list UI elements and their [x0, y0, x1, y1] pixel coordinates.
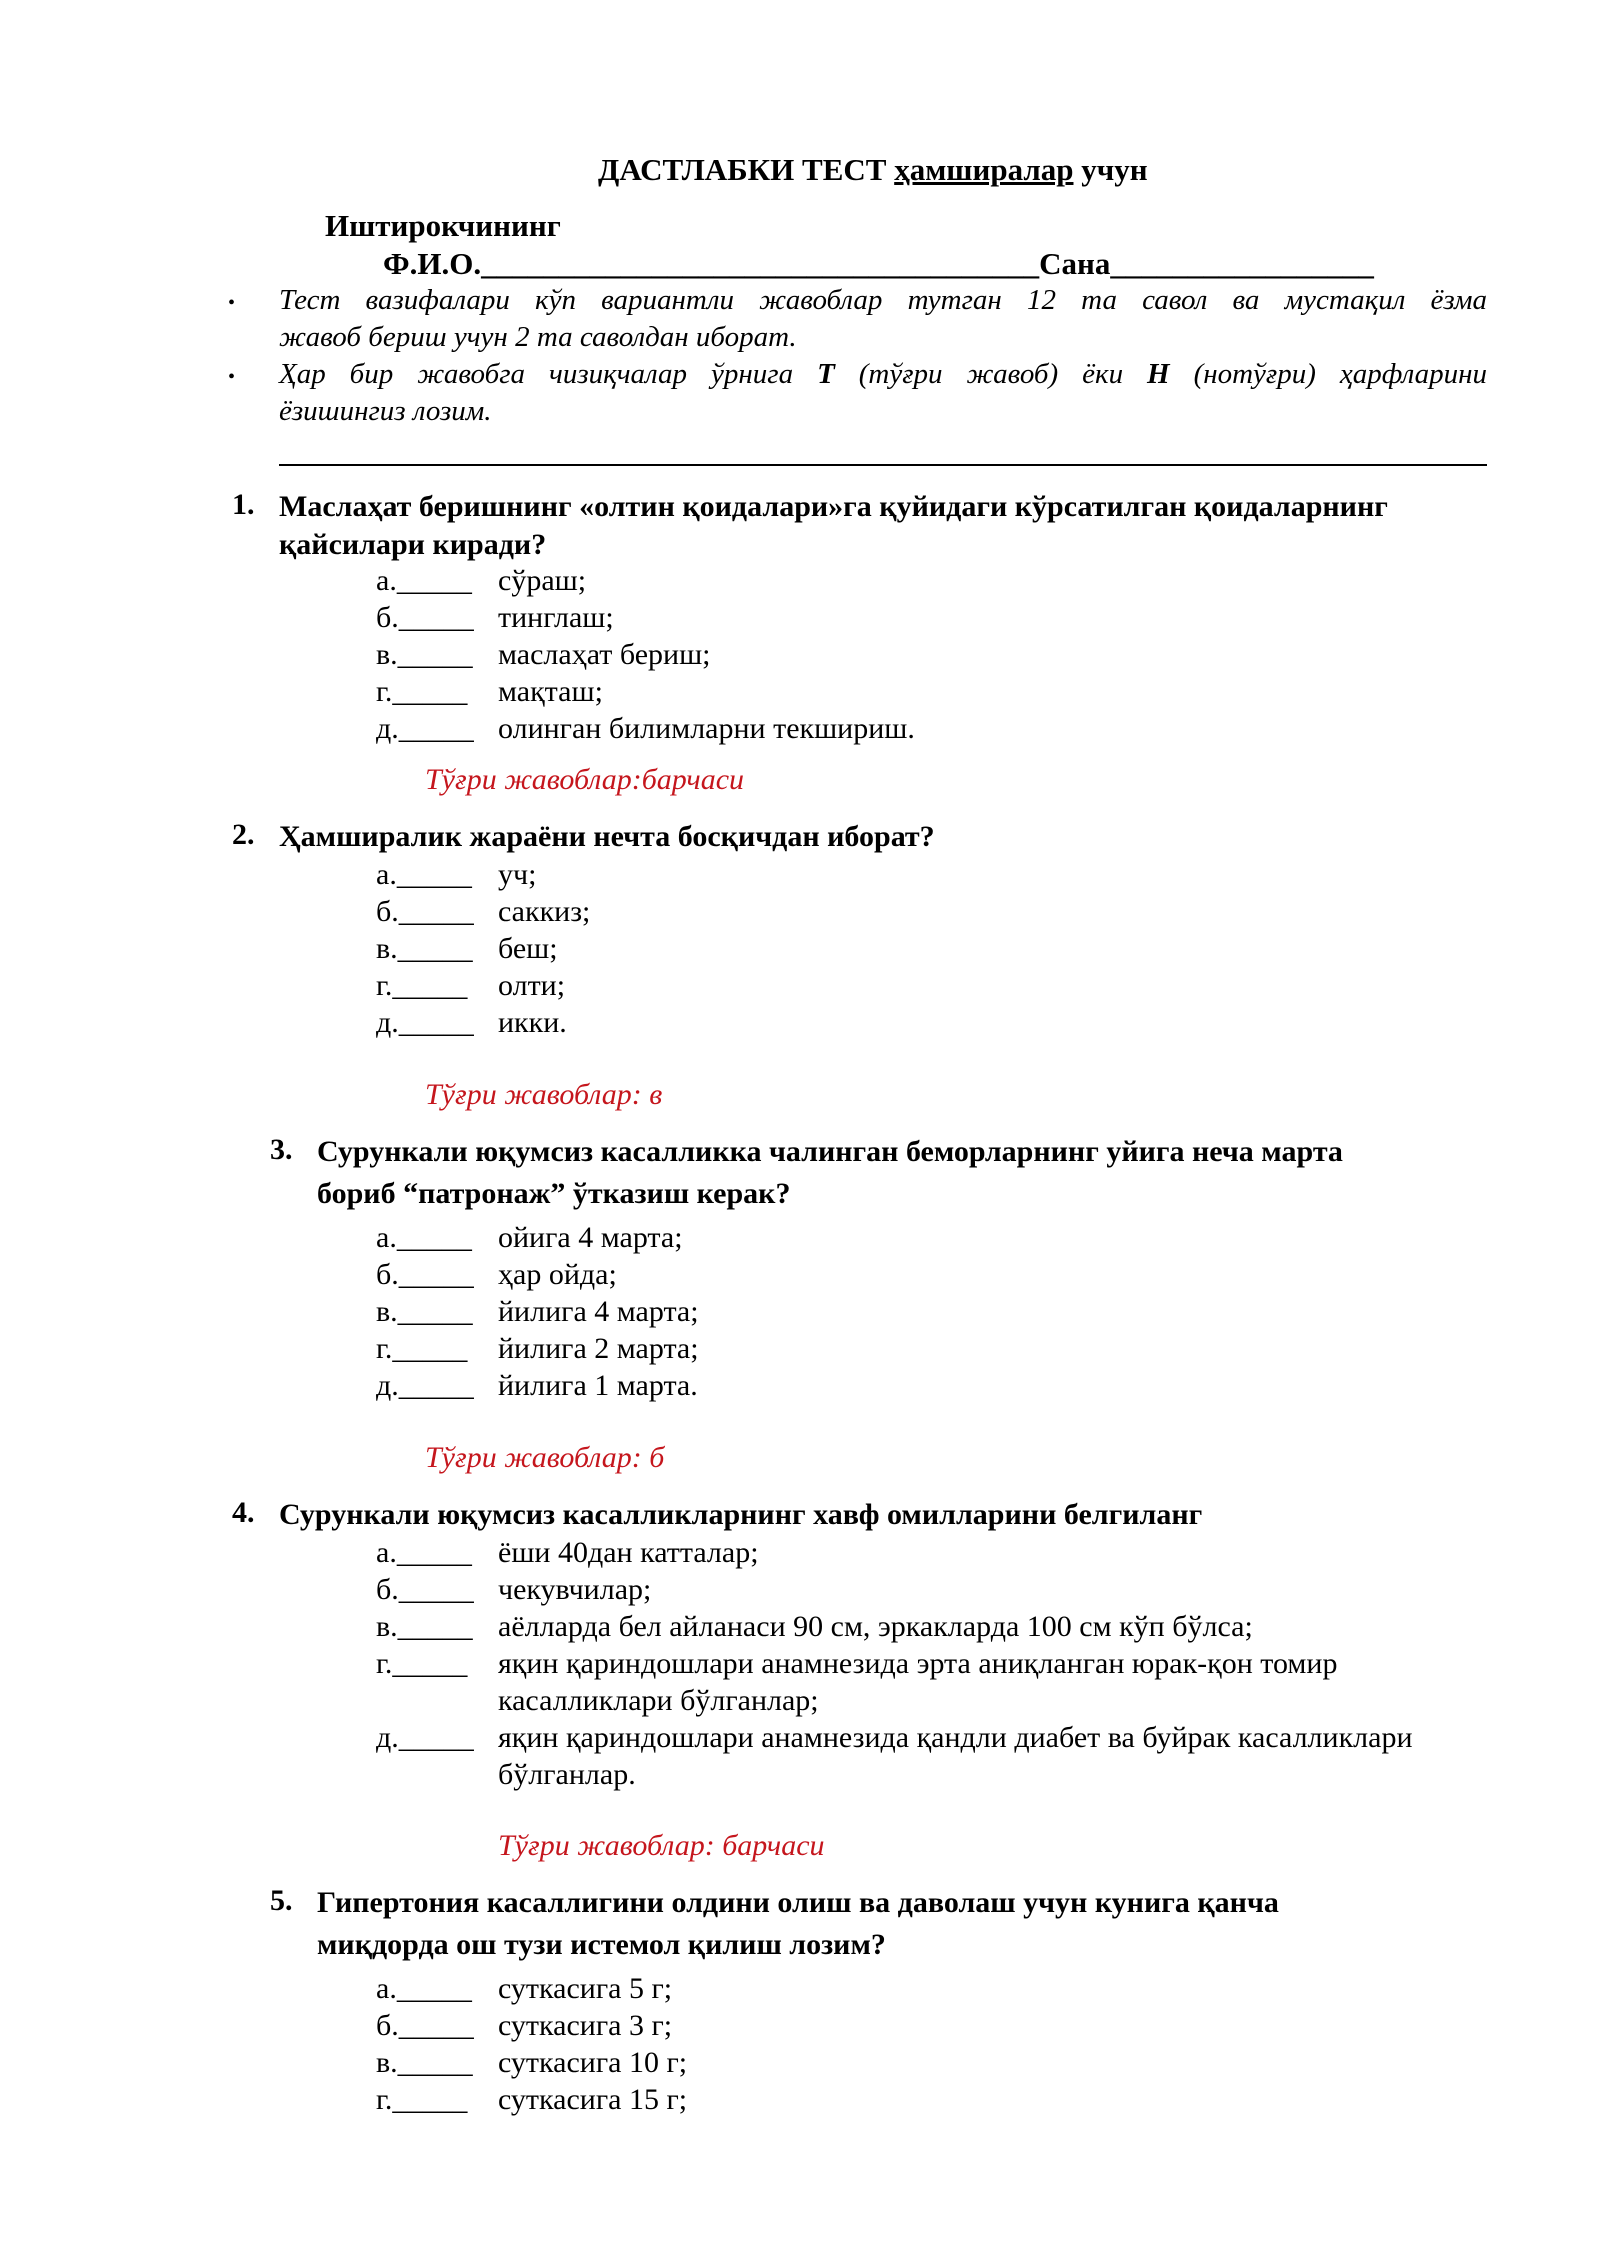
answer-blank[interactable]: б._____ [376, 601, 474, 634]
option-text: суткасига 5 г; [498, 1972, 673, 2005]
answer-blank[interactable]: г._____ [376, 2083, 468, 2116]
option-text: суткасига 15 г; [498, 2083, 688, 2116]
instruction-2-H: Н [1147, 358, 1170, 390]
answer-blank[interactable]: в._____ [376, 932, 473, 965]
question-number: 4. [232, 1496, 255, 1529]
answer-blank[interactable]: в._____ [376, 1610, 473, 1643]
name-label: Ф.И.О. [383, 246, 482, 281]
question-number: 1. [232, 488, 255, 521]
title-text: ДАСТЛАБКИ ТЕСТ [598, 152, 895, 187]
option-text: икки. [498, 1006, 567, 1039]
option-text: ёши 40дан катталар; [498, 1536, 759, 1569]
question-text [279, 488, 1388, 564]
answer-blank[interactable]: в._____ [376, 2046, 473, 2079]
title-suffix: учун [1073, 152, 1148, 187]
option-text: чекувчилар; [498, 1573, 652, 1606]
option-text: саккиз; [498, 895, 591, 928]
question-number: 3. [270, 1133, 293, 1166]
option-text: сўраш; [498, 564, 587, 597]
option-text: олинган билимларни текшириш. [498, 712, 915, 745]
instruction-2-text-a: Ҳар бир жавобга чизиқчалар ўрнига [279, 358, 818, 390]
option-text: йилига 2 марта; [498, 1332, 699, 1365]
question-text [279, 818, 935, 856]
option-text: беш; [498, 932, 558, 965]
bullet-icon: • [228, 366, 236, 388]
option-text: йилига 4 марта; [498, 1295, 699, 1328]
participant-label: Иштирокчининг [325, 208, 561, 243]
answer-blank[interactable]: г._____ [376, 1332, 468, 1365]
correct-answer: Тўғри жавоблар: барчаси [498, 1829, 825, 1862]
answer-blank[interactable]: а._____ [376, 1972, 472, 2005]
question-number: 2. [232, 818, 255, 851]
question-line: Маслаҳат беришнинг «олтин қоидалари»га қуйидаги кўрсатилган қоидаларнинг [279, 490, 1388, 523]
question-text [317, 1133, 1343, 1213]
option-text: аёлларда бел айланаси 90 см, эркакларда 100 см кўп бўлса; [498, 1610, 1253, 1643]
separator-line [279, 464, 1487, 466]
answer-blank[interactable]: б._____ [376, 2009, 474, 2042]
question-line: Сурункали юқумсиз касалликларнинг хавф омилларини белгиланг [279, 1498, 1203, 1531]
answer-blank[interactable]: б._____ [376, 1258, 474, 1291]
name-blank[interactable]: ____________________________________ [481, 246, 1040, 281]
correct-answer: Тўғри жавоблар:барчаси [425, 763, 745, 796]
question-line: Ҳамширалик жараёни нечта босқичдан иборат? [279, 820, 935, 853]
answer-blank[interactable]: д._____ [376, 1369, 474, 1402]
question-line: Гипертония касаллигини олдини олиш ва даволаш учун кунига қанча [317, 1886, 1279, 1919]
option-text: уч; [498, 858, 537, 891]
option-text: яқин қариндошлари анамнезида қандли диабет ва буйрак касалликлари [498, 1721, 1413, 1754]
question-text [317, 1884, 1279, 1964]
page-title [598, 152, 1148, 188]
answer-blank[interactable]: д._____ [376, 712, 474, 745]
answer-blank[interactable]: г._____ [376, 1647, 468, 1680]
option-text: суткасига 10 г; [498, 2046, 688, 2079]
question-number: 5. [270, 1884, 293, 1917]
title-underlined: ҳамширалар [894, 152, 1074, 187]
option-text: ҳар ойда; [498, 1258, 617, 1291]
answer-blank[interactable]: б._____ [376, 1573, 474, 1606]
question-line: бориб “патронаж” ўтказиш керак? [317, 1177, 791, 1210]
instruction-2-line2: ёзишингиз лозим. [279, 395, 492, 427]
date-blank[interactable]: _________________ [1110, 246, 1374, 281]
option-text: яқин қариндошлари анамнезида эрта аниқланган юрак-қон томир [498, 1647, 1338, 1680]
answer-blank[interactable]: в._____ [376, 1295, 473, 1328]
name-field-line [383, 246, 1374, 282]
answer-blank[interactable]: д._____ [376, 1006, 474, 1039]
answer-blank[interactable]: а._____ [376, 1536, 472, 1569]
option-text: мақташ; [498, 675, 603, 708]
option-text: маслаҳат бериш; [498, 638, 711, 671]
answer-blank[interactable]: а._____ [376, 1221, 472, 1254]
answer-blank[interactable]: д._____ [376, 1721, 474, 1754]
option-text: суткасига 3 г; [498, 2009, 673, 2042]
instruction-2 [279, 356, 1487, 430]
correct-answer: Тўғри жавоблар: в [425, 1078, 663, 1111]
option-text: ойига 4 марта; [498, 1221, 683, 1254]
option-text: касалликлари бўлганлар; [498, 1684, 819, 1717]
question-text [279, 1496, 1202, 1534]
question-line: қайсилари киради? [279, 528, 547, 561]
instruction-1 [279, 282, 1487, 356]
answer-blank[interactable]: в._____ [376, 638, 473, 671]
instruction-2-T: Т [817, 358, 835, 390]
correct-answer: Тўғри жавоблар: б [425, 1441, 665, 1474]
instruction-1-line1: Тест вазифалари кўп вариантли жавоблар тутган 12 та савол ва мустақил ёзма [279, 284, 1487, 316]
instruction-1-line2: жавоб бериш учун 2 та саволдан иборат. [279, 321, 797, 353]
question-line: Сурункали юқумсиз касалликка чалинган беморларнинг уйига неча марта [317, 1135, 1343, 1168]
option-text: тинглаш; [498, 601, 614, 634]
option-text: олти; [498, 969, 566, 1002]
bullet-icon: • [228, 292, 236, 314]
answer-blank[interactable]: г._____ [376, 969, 468, 1002]
answer-blank[interactable]: а._____ [376, 858, 472, 891]
answer-blank[interactable]: г._____ [376, 675, 468, 708]
answer-blank[interactable]: б._____ [376, 895, 474, 928]
answer-blank[interactable]: а._____ [376, 564, 472, 597]
instruction-2-line1 [279, 356, 1487, 393]
instruction-2-text-c: (нотўғри) ҳарфларини [1169, 358, 1487, 390]
instruction-2-text-b: (тўғри жавоб) ёки [834, 358, 1148, 390]
date-label: Сана [1039, 246, 1111, 281]
option-text: бўлганлар. [498, 1758, 636, 1791]
option-text: йилига 1 марта. [498, 1369, 698, 1402]
question-line: миқдорда ош тузи истемол қилиш лозим? [317, 1928, 886, 1961]
